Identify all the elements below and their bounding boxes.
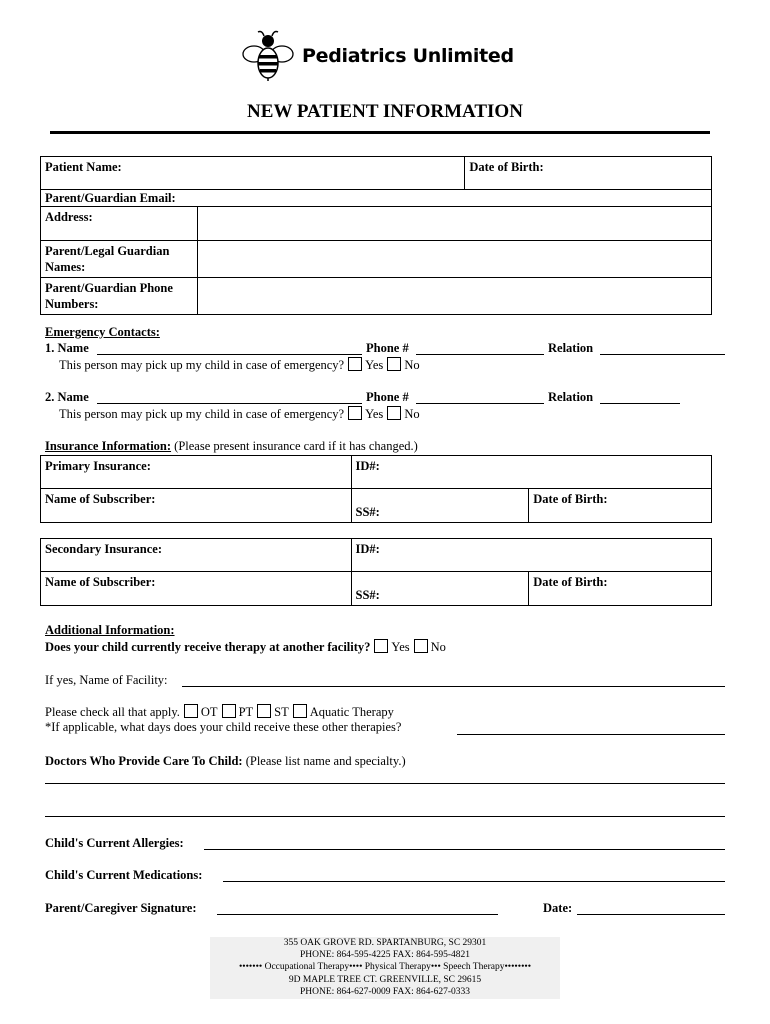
additional-heading: Additional Information: bbox=[45, 623, 175, 637]
contact2-name-label: 2. Name bbox=[45, 390, 89, 404]
address-label: Address: bbox=[41, 207, 198, 241]
footer-address-2: 9D MAPLE TREE CT. GREENVILLE, SC 29615 bbox=[288, 974, 482, 985]
insurance-heading: Insurance Information: bbox=[45, 439, 172, 453]
patient-info-table bbox=[40, 156, 712, 207]
facility-input[interactable] bbox=[182, 686, 725, 687]
primary-insurance-table bbox=[40, 455, 712, 523]
therapy-no-checkbox[interactable] bbox=[414, 639, 428, 653]
therapy-types-row: Please check all that apply. OT PT ST Aquatic Therapy bbox=[45, 705, 394, 719]
contact1-name-label: 1. Name bbox=[45, 341, 89, 355]
medications-label: Child's Current Medications: bbox=[45, 868, 203, 882]
st-checkbox[interactable] bbox=[257, 704, 271, 718]
bee-icon bbox=[240, 30, 300, 82]
contact2-phone-input[interactable] bbox=[416, 403, 544, 404]
contact1-pickup-row: This person may pick up my child in case of emergency? Yes No bbox=[59, 358, 420, 372]
doctors-input-line-1[interactable] bbox=[45, 783, 725, 784]
date-label: Date: bbox=[543, 901, 573, 915]
contact1-phone-label: Phone # bbox=[366, 341, 409, 355]
days-question: *If applicable, what days does your child receive these other therapies? bbox=[45, 720, 402, 734]
emergency-heading: Emergency Contacts: bbox=[45, 325, 160, 339]
contact2-relation-label: Relation bbox=[548, 390, 594, 404]
therapy-question-row: Does your child currently receive therapy at another facility? Yes No bbox=[45, 640, 446, 654]
contact2-pickup-row: This person may pick up my child in case of emergency? Yes No bbox=[59, 407, 420, 421]
pt-checkbox[interactable] bbox=[222, 704, 236, 718]
date-input[interactable] bbox=[577, 914, 725, 915]
guardian-phone-label: Parent/Guardian Phone Numbers: bbox=[41, 278, 198, 315]
contact2-relation-input[interactable] bbox=[600, 403, 680, 404]
facility-label: If yes, Name of Facility: bbox=[45, 673, 168, 687]
insurance-heading-row bbox=[45, 439, 418, 454]
secondary-ss-field[interactable]: SS#: bbox=[351, 572, 529, 606]
secondary-subscriber-dob-field[interactable]: Date of Birth: bbox=[529, 572, 712, 606]
page-title: NEW PATIENT INFORMATION bbox=[247, 101, 523, 122]
allergies-input[interactable] bbox=[204, 849, 725, 850]
date-of-birth-field[interactable]: Date of Birth: bbox=[465, 157, 712, 190]
guardian-names-input[interactable] bbox=[197, 241, 711, 278]
days-input[interactable] bbox=[457, 734, 725, 735]
allergies-label: Child's Current Allergies: bbox=[45, 836, 184, 850]
doctors-row: Doctors Who Provide Care To Child: (Please list name and specialty.) bbox=[45, 754, 406, 768]
therapy-yes-checkbox[interactable] bbox=[374, 639, 388, 653]
medications-input[interactable] bbox=[223, 881, 725, 882]
contact1-no-checkbox[interactable] bbox=[387, 357, 401, 371]
ot-checkbox[interactable] bbox=[184, 704, 198, 718]
guardian-names-label: Parent/Legal Guardian Names: bbox=[41, 241, 198, 278]
primary-subscriber-dob-field[interactable]: Date of Birth: bbox=[529, 489, 712, 523]
footer-phone-1: PHONE: 864-595-4225 FAX: 864-595-4821 bbox=[299, 950, 471, 961]
signature-input[interactable] bbox=[217, 914, 498, 915]
aquatic-checkbox[interactable] bbox=[293, 704, 307, 718]
title-rule bbox=[50, 131, 710, 134]
footer-services: ••••••• Occupational Therapy•••• Physical Therapy••• Speech Therapy•••••••• bbox=[238, 962, 532, 973]
primary-subscriber-field[interactable]: Name of Subscriber: bbox=[41, 489, 352, 523]
primary-insurance-field[interactable]: Primary Insurance: bbox=[41, 456, 352, 489]
secondary-insurance-field[interactable]: Secondary Insurance: bbox=[41, 539, 352, 572]
contact2-no-checkbox[interactable] bbox=[387, 406, 401, 420]
footer-contact-block bbox=[210, 937, 560, 999]
secondary-id-field[interactable]: ID#: bbox=[351, 539, 711, 572]
contact1-relation-input[interactable] bbox=[600, 354, 725, 355]
doctors-input-line-2[interactable] bbox=[45, 816, 725, 817]
guardian-table bbox=[40, 206, 712, 315]
primary-id-field[interactable]: ID#: bbox=[351, 456, 711, 489]
guardian-phone-input[interactable] bbox=[197, 278, 711, 315]
brand-name: Pediatrics Unlimited bbox=[302, 45, 514, 67]
contact1-phone-input[interactable] bbox=[416, 354, 544, 355]
contact2-yes-checkbox[interactable] bbox=[348, 406, 362, 420]
address-input[interactable] bbox=[197, 207, 711, 241]
contact1-name-input[interactable] bbox=[97, 354, 362, 355]
contact1-relation-label: Relation bbox=[548, 341, 594, 355]
secondary-subscriber-field[interactable]: Name of Subscriber: bbox=[41, 572, 352, 606]
contact2-phone-label: Phone # bbox=[366, 390, 409, 404]
guardian-email-field[interactable]: Parent/Guardian Email: bbox=[41, 190, 712, 207]
contact1-yes-checkbox[interactable] bbox=[348, 357, 362, 371]
secondary-insurance-table bbox=[40, 538, 712, 606]
footer-phone-2: PHONE: 864-627-0009 FAX: 864-627-0333 bbox=[299, 986, 471, 997]
primary-ss-field[interactable]: SS#: bbox=[351, 489, 529, 523]
footer-address-1: 355 OAK GROVE RD. SPARTANBURG, SC 29301 bbox=[283, 938, 487, 948]
patient-name-field[interactable]: Patient Name: bbox=[41, 157, 465, 190]
insurance-note: (Please present insurance card if it has changed.) bbox=[174, 439, 418, 453]
contact2-name-input[interactable] bbox=[97, 403, 362, 404]
logo bbox=[240, 30, 540, 82]
signature-label: Parent/Caregiver Signature: bbox=[45, 901, 197, 915]
